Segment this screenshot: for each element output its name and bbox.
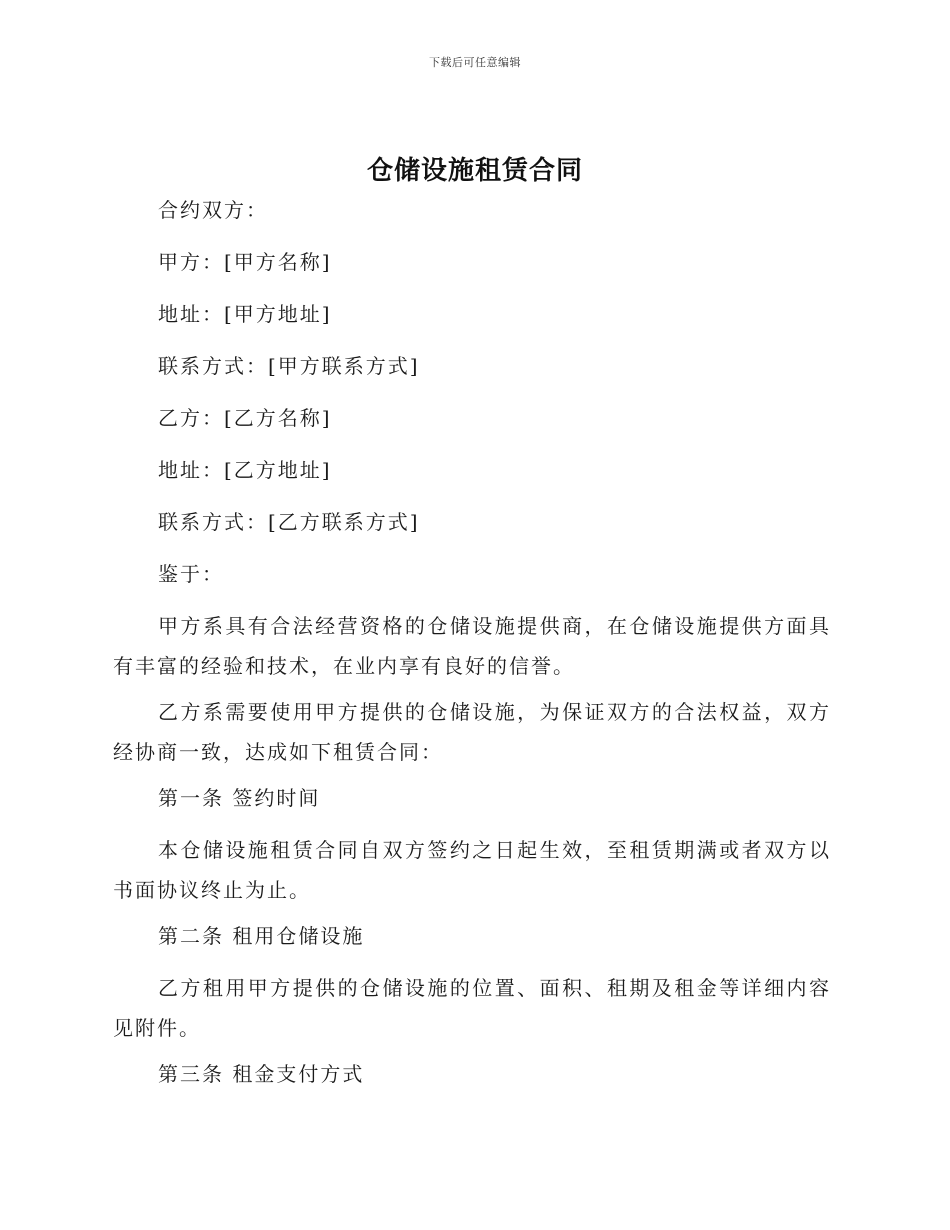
whereas-label: 鉴于： — [158, 562, 224, 586]
document-title: 仓储设施租赁合同 — [366, 156, 583, 186]
recital-party-b: 乙方系需要使用甲方提供的仓储设施，为保证双方的合法权益，双方经协商一致，达成如下租赁合同： — [113, 700, 831, 764]
document-body — [113, 196, 831, 1112]
article-2-heading: 第二条 租用仓储设施 — [158, 924, 365, 948]
party-b-contact: 联系方式：[乙方联系方式] — [158, 510, 420, 534]
party-b-name: 乙方：[乙方名称] — [158, 406, 332, 430]
party-a-address: 地址：[甲方地址] — [158, 302, 332, 326]
party-b-address: 地址：[乙方地址] — [158, 458, 332, 482]
article-1-text: 本仓储设施租赁合同自双方签约之日起生效，至租赁期满或者双方以书面协议终止为止。 — [113, 838, 831, 902]
party-a-contact: 联系方式：[甲方联系方式] — [158, 354, 420, 378]
article-1-heading: 第一条 签约时间 — [158, 786, 321, 810]
recital-party-a: 甲方系具有合法经营资格的仓储设施提供商，在仓储设施提供方面具有丰富的经验和技术，在业内享有良好的信誉。 — [113, 614, 831, 678]
article-2-text: 乙方租用甲方提供的仓储设施的位置、面积、租期及租金等详细内容见附件。 — [113, 976, 831, 1040]
article-3-heading: 第三条 租金支付方式 — [158, 1062, 365, 1086]
party-a-name: 甲方：[甲方名称] — [158, 250, 332, 274]
contract-parties-label: 合约双方： — [158, 198, 268, 222]
header-note: 下载后可任意编辑 — [429, 56, 521, 69]
